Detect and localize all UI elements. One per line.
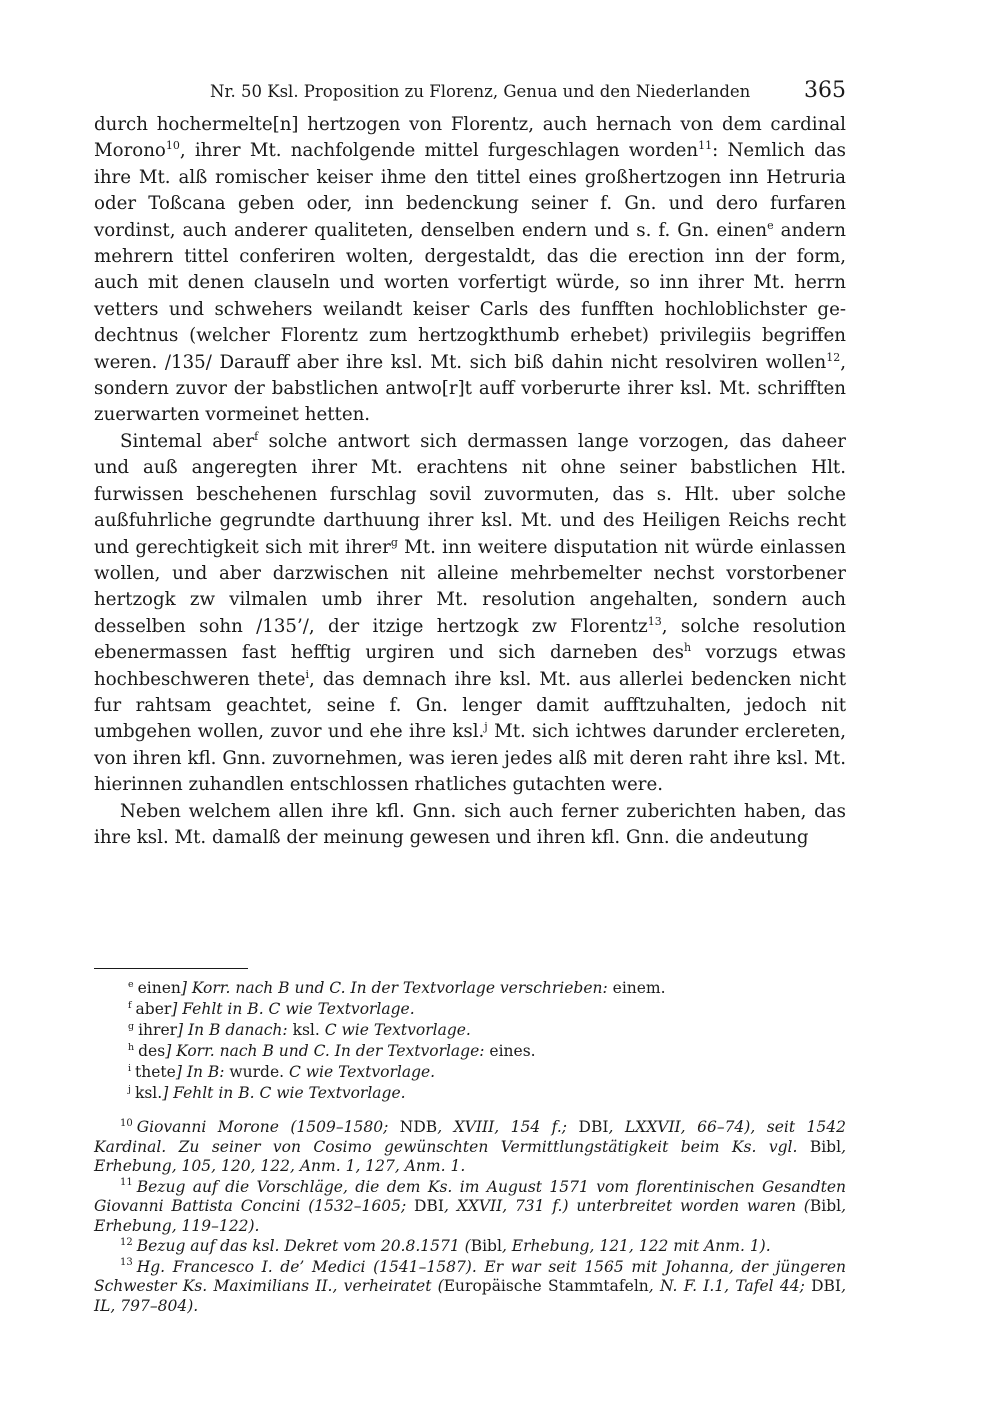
text-run: : Nemlich das ihre Mt. alß romischer keiser ihme den tittel eines großhertzogen inn Hetruria oder Toßcana geben oder, inn bedenckung seiner f. Gn. und dero furfaren vordinst, auch anderer qualiteten, denselben endern und s. f. Gn. einen: [94, 140, 847, 241]
text-run: ksl.: [134, 1084, 163, 1102]
italic-run: , XXVII, 731 f.) unterbreitet worden waren (: [443, 1197, 810, 1215]
text-run: Bibl: [809, 1137, 842, 1156]
note-marker: 11: [120, 1177, 133, 1189]
text-run: NDB: [399, 1118, 438, 1136]
footnote: [94, 1237, 846, 1257]
variant-note: [94, 1062, 846, 1083]
critical-apparatus: [94, 968, 846, 1104]
italic-run: ] Fehlt in B. C wie Textvorlage.: [171, 1000, 415, 1018]
italic-run: , Erhebung, 105, 120, 122, Anm. 1, 127, Anm. 1.: [94, 1137, 846, 1175]
italic-run: , IL, 797–804).: [94, 1277, 846, 1315]
variant-note: [94, 999, 846, 1020]
paragraph-2: [94, 429, 846, 799]
note-reference: f: [254, 429, 259, 443]
note-reference: 10: [165, 139, 180, 153]
text-run: DBI: [578, 1118, 609, 1136]
apparatus-rule: [94, 968, 248, 969]
variant-list: [94, 978, 846, 1104]
text-run: Europäische Stammtafeln: [443, 1277, 649, 1295]
text-run: Mt. inn weitere disputation nit würde einlassen wollen, und aber darzwischen nit alleine mehrbemelter nechst vorstorbener hertzogk zw vilmalen umb ihrer Mt. resolution angehalten, sondern auch desselben sohn /135’/, der itzige hertzogk zw Florentz: [94, 536, 846, 637]
text-run: aber: [135, 1000, 172, 1018]
italic-run: ] In B danach:: [177, 1021, 293, 1039]
variant-note: [94, 978, 846, 999]
paragraph-3: [94, 799, 846, 852]
note-marker: 10: [120, 1117, 133, 1129]
footnote: [94, 1118, 846, 1177]
text-run: einem.: [612, 979, 666, 997]
text-run: ihrer: [138, 1021, 178, 1039]
text-run: Sintemal aber: [120, 430, 255, 452]
variant-note: [94, 1020, 846, 1041]
footnotes: [94, 1118, 846, 1317]
text-run: DBI: [811, 1277, 842, 1295]
text-run: Mt. sich ichtwes darunder erclereten, von ihren kfl. Gnn. zuvornehmen, was ieren jedes alß mit deren raht ihre ksl. Mt. hierinnen zuhandlen entschlossen rhatliches gutachten were.: [94, 721, 846, 796]
footnote: [94, 1178, 846, 1237]
footnote: [94, 1258, 846, 1317]
italic-run: , Erhebung, 121, 122 mit Anm. 1).: [501, 1237, 771, 1255]
text-run: andern mehrern tittel conferiren wolten, dergestaldt, das die erection inn der form, auch mit denen clauseln und worten vorfertigt würde, so inn ihrer Mt. herrn vetters und schwehers weilandt keiser Carls des funfften hochloblichster gedechtnus (welcher Florentz zum hertzogkthumb erhebet) privilegiis begriffen weren. /135/ Darauff aber ihre ksl. Mt. sich biß dahin nicht resolviren wollen: [94, 219, 847, 373]
note-marker: 13: [120, 1257, 133, 1269]
note-reference: h: [683, 641, 692, 655]
italic-run: ] Korr. nach B und C. In der Textvorlage:: [165, 1042, 490, 1060]
italic-run: C wie Textvorlage.: [289, 1063, 436, 1081]
text-run: eines.: [489, 1042, 536, 1060]
text-run: solche antwort sich dermassen lange vorzogen, das daheer und auß angeregten ihrer Mt. erachtens nit ohne seiner babstlichen Hlt. furwissen beschehenen furschlag sovil zuvormuten, das s. Hlt. uber solche außfuhrliche gegrundte darthuung ihrer ksl. Mt. und des Heiligen Reichs recht und gerechtigkeit sich mit ihrer: [94, 430, 846, 558]
text-run: , ihrer Mt. nachfolgende mittel furgeschlagen worden: [179, 140, 699, 162]
italic-run: , XVIII, 154 f.;: [437, 1118, 579, 1136]
variant-note: [94, 1041, 846, 1062]
text-run: einen: [137, 979, 181, 997]
italic-run: ] Fehlt in B. C wie Textvorlage.: [162, 1084, 406, 1102]
text-run: thete: [135, 1063, 176, 1081]
italic-run: Bezug auf die Vorschläge, die dem Ks. im August 1571 vom florentinischen Gesandten Giovanni Battista Concini (1532–1605;: [94, 1177, 846, 1215]
footnote-list: [94, 1118, 846, 1316]
note-marker: i: [128, 1062, 132, 1074]
text-run: wurde.: [229, 1063, 289, 1081]
page: [94, 78, 847, 1315]
text-run: DBI: [414, 1197, 444, 1215]
text-run: , sondern zuvor der babstlichen antwo[r]t auff vorberurte ihrer ksl. Mt. schrifften zuerwarten vormeinet hetten.: [94, 351, 846, 426]
text-run: vorzugs etwas hochbeschweren thete: [94, 642, 846, 690]
note-reference: 11: [698, 139, 713, 153]
text-run: Bibl: [470, 1237, 502, 1255]
note-reference: j: [484, 720, 488, 734]
body-text: [94, 112, 846, 851]
page-number: 365: [804, 78, 846, 103]
text-run: des: [138, 1042, 166, 1060]
text-run: ksl.: [292, 1021, 325, 1039]
italic-run: , Erhebung, 119–122).: [94, 1197, 847, 1235]
running-head-title: Nr. 50 Ksl. Proposition zu Florenz, Genua und den Niederlanden: [210, 82, 751, 101]
note-reference: e: [767, 218, 774, 232]
note-marker: e: [128, 978, 134, 990]
text-run: Bibl: [809, 1197, 842, 1215]
italic-run: , LXXVII, 66–74), seit 1542 Kardinal. Zu seiner von Cosimo gewünschten Vermittlungstätigkeit beim Ks. vgl.: [94, 1118, 847, 1156]
text-run: , das demnach ihre ksl. Mt. aus allerlei bedencken nicht fur rahtsam geachtet, seine f. Gn. lenger damit aufftzuhalten, jedoch nit umbgehen wollen, zuvor und ehe ihre ksl.: [94, 668, 846, 743]
italic-run: , N. F. I.1, Tafel 44;: [648, 1277, 812, 1295]
note-marker: f: [128, 999, 132, 1011]
italic-run: ] Korr. nach B und C. In der Textvorlage verschrieben:: [180, 979, 613, 997]
italic-run: Bezug auf das ksl. Dekret vom 20.8.1571 (: [136, 1237, 471, 1255]
italic-run: C wie Textvorlage.: [324, 1021, 471, 1039]
italic-run: Hg. Francesco I. de’ Medici (1541–1587). Er war seit 1565 mit Johanna, der jüngeren Schwester Ks. Maximilians II., verheiratet (: [94, 1257, 846, 1295]
text-run: Neben welchem allen ihre kfl. Gnn. sich auch ferner zuberichten haben, das ihre ksl. Mt. damalß der meinung gewesen und ihren kfl. Gnn. die andeutung: [94, 800, 846, 848]
note-reference: g: [390, 535, 398, 549]
running-head: [94, 78, 846, 112]
note-reference: 12: [826, 350, 841, 364]
text-run: durch hochermelte[n] hertzogen von Florentz, auch hernach von dem cardinal Morono: [94, 114, 846, 162]
variant-note: [94, 1083, 846, 1104]
text-run: , solche resolution ebenermassen fast hefftig urgiren und sich darneben des: [94, 615, 846, 664]
italic-run: Giovanni Morone (1509–1580;: [136, 1118, 400, 1136]
note-marker: g: [128, 1020, 135, 1032]
note-marker: h: [128, 1041, 135, 1053]
paragraph-1: [94, 112, 846, 429]
note-reference: i: [305, 667, 310, 681]
italic-run: ] In B:: [175, 1063, 230, 1081]
note-marker: j: [128, 1083, 131, 1095]
note-reference: 13: [647, 614, 662, 628]
note-marker: 12: [120, 1236, 133, 1248]
